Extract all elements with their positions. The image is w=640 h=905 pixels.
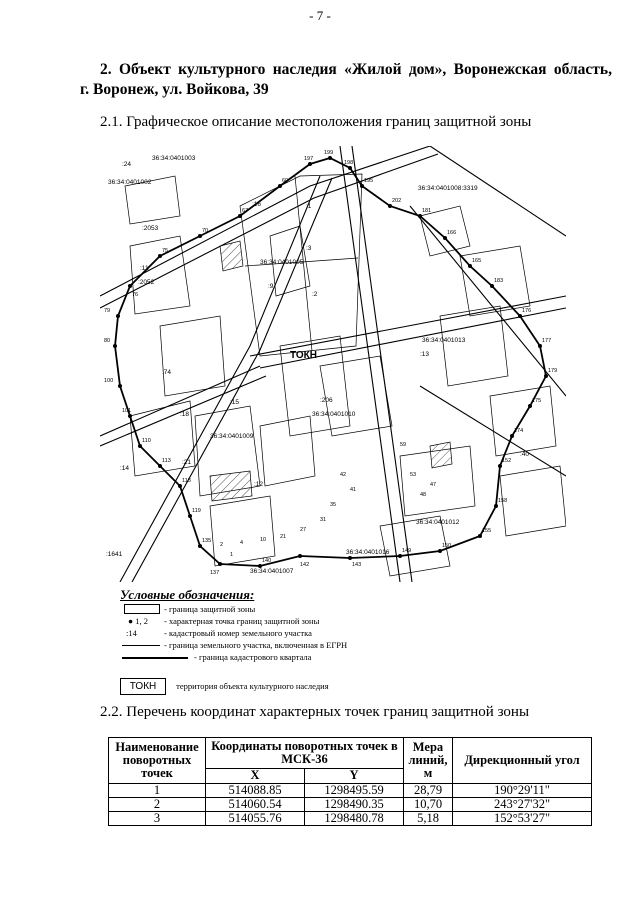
- quarter-label: 36:34:0401013: [422, 337, 466, 344]
- document-heading: [80, 60, 612, 100]
- legend-item-okn-territory: [120, 676, 329, 694]
- parcel-label: :16: [252, 201, 262, 208]
- point-label: 4: [240, 540, 244, 546]
- point-label: 177: [542, 338, 552, 344]
- parcel-number-symbol: :14: [126, 628, 137, 639]
- point-label: 174: [514, 428, 524, 434]
- col-header-angle: Дирекционный угол: [453, 738, 592, 784]
- parcel-label: :24: [122, 161, 132, 168]
- quarter-label: 36:34:0401016: [346, 549, 390, 556]
- parcel-label: :18: [180, 411, 190, 418]
- cell-angle: 152°53'27": [453, 812, 592, 826]
- point-label: 158: [498, 498, 508, 504]
- point-label: 47: [430, 482, 437, 488]
- cell-x: 514060.54: [206, 798, 305, 812]
- col-header-y: Y: [305, 768, 404, 783]
- parcel-label: :40: [520, 451, 530, 458]
- point-label: 176: [522, 308, 532, 314]
- quarter-boundary-symbol: [120, 651, 194, 663]
- parcel-label: :13: [420, 351, 430, 358]
- point-label: 76: [132, 292, 139, 298]
- legend-item-parcel-number: [120, 626, 312, 638]
- point-label: 135: [202, 538, 212, 544]
- parcel-label: :15: [230, 399, 240, 406]
- point-label: 152: [502, 458, 512, 464]
- parcel-label: :9: [268, 283, 274, 290]
- point-label: 175: [532, 398, 542, 404]
- parcel-label: :12: [254, 481, 264, 488]
- point-label: 31: [320, 517, 327, 523]
- quarter-label: 36:34:0401008:3319: [418, 185, 478, 192]
- cell-x: 514088.85: [206, 784, 305, 798]
- point-label: 118: [182, 478, 191, 484]
- point-label: 110: [142, 438, 151, 444]
- parcel-label: :1641: [106, 551, 123, 558]
- point-label: 113: [162, 458, 171, 464]
- point-label: 35: [330, 502, 337, 508]
- point-label: 202: [392, 198, 402, 204]
- point-label: 41: [350, 487, 357, 493]
- point-label: 67: [242, 208, 249, 214]
- parcel-label: :11: [140, 265, 149, 272]
- col-header-x: X: [206, 768, 305, 783]
- section-title-graphic: 2.1. Графическое описание местоположения границ защитной зоны: [100, 114, 532, 130]
- table-row: [109, 784, 592, 798]
- cell-point: 2: [109, 798, 206, 812]
- legend-text: - кадастровый номер земельного участка: [164, 628, 312, 639]
- point-label: 119: [192, 508, 201, 514]
- point-label: 149: [402, 548, 412, 554]
- point-label: 21: [280, 534, 287, 540]
- heading-line-1: 2. Объект культурного наследия «Жилой дом», Воронежская область,: [100, 61, 612, 78]
- okn-territory-symbol: ТОКН: [120, 678, 166, 695]
- legend-text: - граница защитной зоны: [164, 604, 256, 615]
- cell-measure: 28,79: [404, 784, 453, 798]
- quarter-label: 36:34:0401003: [152, 155, 196, 162]
- okn-zone-label: ТОКН: [290, 350, 317, 361]
- point-label: 70: [202, 228, 209, 234]
- point-label: 198: [344, 160, 354, 166]
- point-label: 137: [210, 570, 220, 576]
- legend-item-zone-boundary: [120, 602, 255, 614]
- parcel-label: :3: [306, 245, 312, 252]
- legend-text: территория объекта культурного наследия: [176, 681, 329, 692]
- coordinates-table: [108, 737, 592, 826]
- parcel-label: :206: [320, 397, 333, 404]
- point-label: 150: [442, 543, 452, 549]
- point-label: 195: [364, 178, 374, 184]
- point-label: 80: [104, 338, 111, 344]
- point-label: 179: [548, 368, 558, 374]
- quarter-label: 36:34:0401009: [210, 433, 254, 440]
- point-label: 143: [352, 562, 362, 568]
- point-label: 199: [324, 150, 334, 156]
- point-label: 155: [482, 528, 492, 534]
- cell-angle: 243°27'32": [453, 798, 592, 812]
- point-label: 1: [230, 552, 234, 558]
- cell-measure: 5,18: [404, 812, 453, 826]
- point-label: 60: [282, 178, 289, 184]
- point-label: 2: [220, 542, 224, 548]
- point-label: 27: [300, 527, 307, 533]
- parcel-label: :14: [120, 465, 130, 472]
- parcel-label: :2053: [142, 225, 159, 232]
- point-label: 181: [422, 208, 432, 214]
- section-title-coordinates: 2.2. Перечень координат характерных точек границ защитной зоны: [100, 704, 530, 720]
- cell-angle: 190°29'11": [453, 784, 592, 798]
- legend-text: - граница земельного участка, включенная в ЕГРН: [164, 640, 348, 651]
- cell-y: 1298490.35: [305, 798, 404, 812]
- point-label: 166: [447, 230, 457, 236]
- heading-line-2: г. Воронеж, ул. Войкова, 39: [80, 81, 269, 98]
- parcel-label: :21: [182, 459, 192, 466]
- point-label: 101: [122, 408, 132, 414]
- point-label: 183: [494, 278, 504, 284]
- point-label: 140: [262, 558, 272, 564]
- point-label: 79: [104, 308, 111, 314]
- parcel-label: :2: [312, 291, 318, 298]
- col-header-measure: Мера линий, м: [404, 738, 453, 784]
- cadastral-map: [100, 146, 566, 582]
- cell-point: 3: [109, 812, 206, 826]
- point-label: 53: [410, 472, 417, 478]
- point-label: 142: [300, 562, 310, 568]
- table-row: [109, 812, 592, 826]
- point-symbol: ● 1, 2: [128, 616, 149, 627]
- point-label: 197: [304, 156, 314, 162]
- point-label: 48: [420, 492, 427, 498]
- parcel-label: :74: [162, 369, 172, 376]
- legend-text: - характерная точка границ защитной зоны: [164, 616, 320, 627]
- parcel-label: :2052: [138, 279, 155, 286]
- legend-title: Условные обозначения:: [120, 587, 255, 602]
- parcel-label: :1: [306, 203, 312, 210]
- point-label: 100: [104, 378, 114, 384]
- cell-measure: 10,70: [404, 798, 453, 812]
- page-number: - 7 -: [309, 8, 331, 23]
- legend-item-point: [120, 614, 319, 626]
- point-label: 10: [260, 537, 267, 543]
- legend-item-quarter-boundary: [120, 650, 311, 662]
- quarter-label: 36:34:0401007: [250, 568, 294, 575]
- legend-text: - граница кадастрового квартала: [194, 652, 312, 663]
- quarter-label: 36:34:0401002: [108, 179, 152, 186]
- cell-point: 1: [109, 784, 206, 798]
- point-label: 59: [400, 442, 407, 448]
- quarter-label: 36:34:0401005: [260, 259, 304, 266]
- quarter-label: 36:34:0401010: [312, 411, 356, 418]
- point-label: 165: [472, 258, 482, 264]
- col-header-coords: Координаты поворотных точек в МСК-36: [206, 738, 404, 769]
- table-row: [109, 798, 592, 812]
- cell-x: 514055.76: [206, 812, 305, 826]
- cell-y: 1298480.78: [305, 812, 404, 826]
- point-label: 75: [162, 248, 169, 254]
- legend-item-parcel-boundary: [120, 638, 347, 650]
- quarter-label: 36:34:0401012: [416, 519, 460, 526]
- cell-y: 1298495.59: [305, 784, 404, 798]
- col-header-name: Наименование поворотных точек: [109, 738, 206, 784]
- point-label: 42: [340, 472, 347, 478]
